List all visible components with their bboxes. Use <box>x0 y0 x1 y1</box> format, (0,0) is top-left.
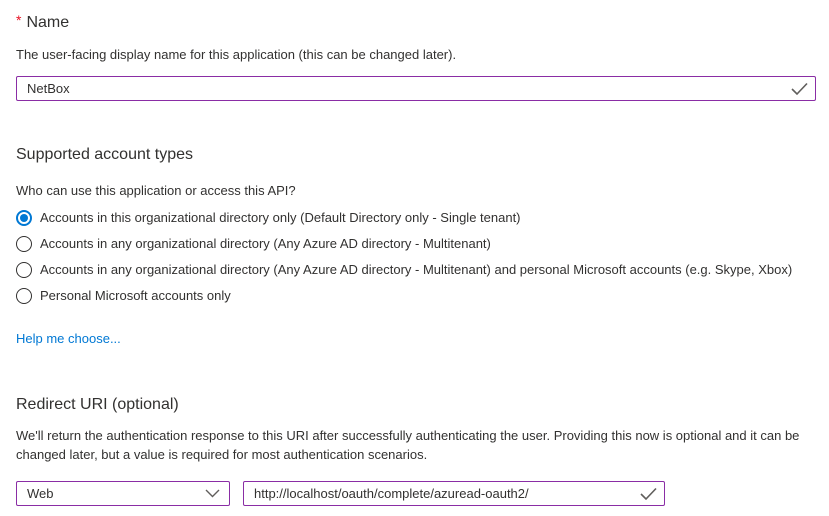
radio-option-multitenant[interactable] <box>16 236 816 252</box>
redirect-uri-description: We'll return the authentication response to this URI after successfully authenticating the user. Providing this now is optional and it can be changed later, but a value is required for most authentication scenarios. <box>16 428 800 462</box>
radio-option-label: Accounts in any organizational directory (Any Azure AD directory - Multitenant) and personal Microsoft accounts (e.g. Skype, Xbox) <box>40 262 793 277</box>
account-types-title: Supported account types <box>16 146 194 163</box>
name-section-title <box>16 10 816 33</box>
radio-icon <box>16 236 32 252</box>
redirect-uri-controls <box>16 481 816 506</box>
help-me-choose-link[interactable]: Help me choose... <box>16 331 121 346</box>
platform-select[interactable] <box>16 481 230 506</box>
name-field-wrap <box>16 76 816 101</box>
redirect-uri-field-wrap <box>243 481 665 506</box>
radio-option-personal-only[interactable] <box>16 288 816 304</box>
required-asterisk: * <box>16 12 22 28</box>
name-input[interactable] <box>16 76 816 101</box>
radio-option-label: Personal Microsoft accounts only <box>40 288 231 303</box>
redirect-uri-input[interactable] <box>243 481 665 506</box>
redirect-uri-title: Redirect URI (optional) <box>16 396 179 413</box>
account-types-radio-group <box>16 210 816 304</box>
radio-option-label: Accounts in this organizational directory only (Default Directory only - Single tenant) <box>40 210 521 225</box>
radio-icon <box>16 262 32 278</box>
platform-select-value: Web <box>27 486 54 501</box>
chevron-down-icon <box>205 489 220 498</box>
account-types-question: Who can use this application or access this API? <box>16 183 296 198</box>
name-description: The user-facing display name for this application (this can be changed later). <box>16 47 457 62</box>
radio-option-multitenant-personal[interactable] <box>16 262 816 278</box>
radio-option-label: Accounts in any organizational directory (Any Azure AD directory - Multitenant) <box>40 236 491 251</box>
name-title-label: Name <box>26 14 70 31</box>
radio-option-single-tenant[interactable] <box>16 210 816 226</box>
radio-icon <box>16 288 32 304</box>
radio-icon <box>16 210 32 226</box>
